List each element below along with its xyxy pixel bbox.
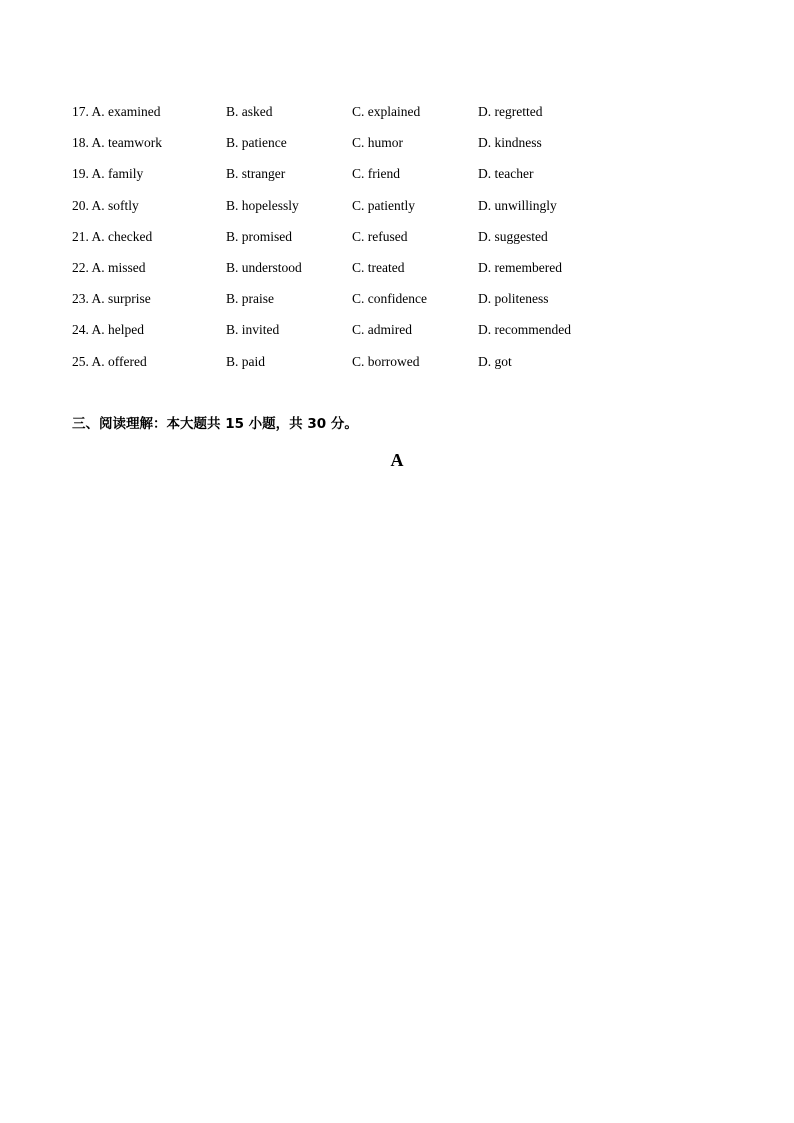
option-d: D. remembered — [478, 259, 562, 275]
option-c: C. refused — [352, 228, 408, 244]
option-a: 19. A. family — [72, 166, 144, 182]
option-b: B. paid — [226, 353, 265, 369]
option-b: B. patience — [226, 135, 287, 151]
option-d: D. politeness — [478, 291, 549, 307]
option-c: C. borrowed — [352, 353, 420, 369]
question-row-22 — [72, 259, 672, 290]
option-b: B. stranger — [226, 166, 286, 182]
option-c: C. admired — [352, 322, 412, 338]
passage-title: A — [390, 450, 404, 470]
option-a: 18. A. teamwork — [72, 135, 162, 151]
question-row-20 — [72, 197, 672, 228]
option-d: D. recommended — [478, 322, 571, 338]
option-c: C. friend — [352, 166, 400, 182]
question-row-21 — [72, 228, 672, 259]
option-b: B. promised — [226, 228, 292, 244]
option-b: B. praise — [226, 291, 274, 307]
option-c: C. confidence — [352, 291, 427, 307]
option-b: B. asked — [226, 104, 273, 119]
option-c: C. treated — [352, 259, 405, 275]
option-a: 24. A. helped — [72, 322, 144, 338]
option-a: 20. A. softly — [72, 197, 139, 213]
option-a: 25. A. offered — [72, 353, 147, 369]
option-c: C. humor — [352, 135, 404, 151]
question-row-25 — [72, 353, 672, 384]
question-row-23 — [72, 290, 672, 321]
section-heading: 三、阅读理解：本大题共 15 小题，共 30 分。 — [72, 416, 358, 432]
option-c: C. explained — [352, 104, 421, 119]
option-a: 17. A. examined — [72, 104, 161, 119]
option-d: D. got — [478, 353, 512, 369]
option-d: D. regretted — [478, 104, 543, 119]
option-b: B. invited — [226, 322, 280, 338]
question-row-18 — [72, 134, 672, 165]
option-a: 23. A. surprise — [72, 291, 151, 307]
option-a: 21. A. checked — [72, 228, 153, 244]
question-row-17 — [72, 103, 672, 134]
question-row-24 — [72, 321, 672, 352]
option-d: D. suggested — [478, 228, 548, 244]
option-c: C. patiently — [352, 197, 415, 213]
option-a: 22. A. missed — [72, 259, 146, 275]
option-d: D. unwillingly — [478, 197, 557, 213]
multiple-choice-options — [72, 103, 672, 384]
option-b: B. understood — [226, 259, 302, 275]
option-d: D. teacher — [478, 166, 534, 182]
question-row-19 — [72, 165, 672, 196]
option-d: D. kindness — [478, 135, 542, 151]
option-b: B. hopelessly — [226, 197, 299, 213]
